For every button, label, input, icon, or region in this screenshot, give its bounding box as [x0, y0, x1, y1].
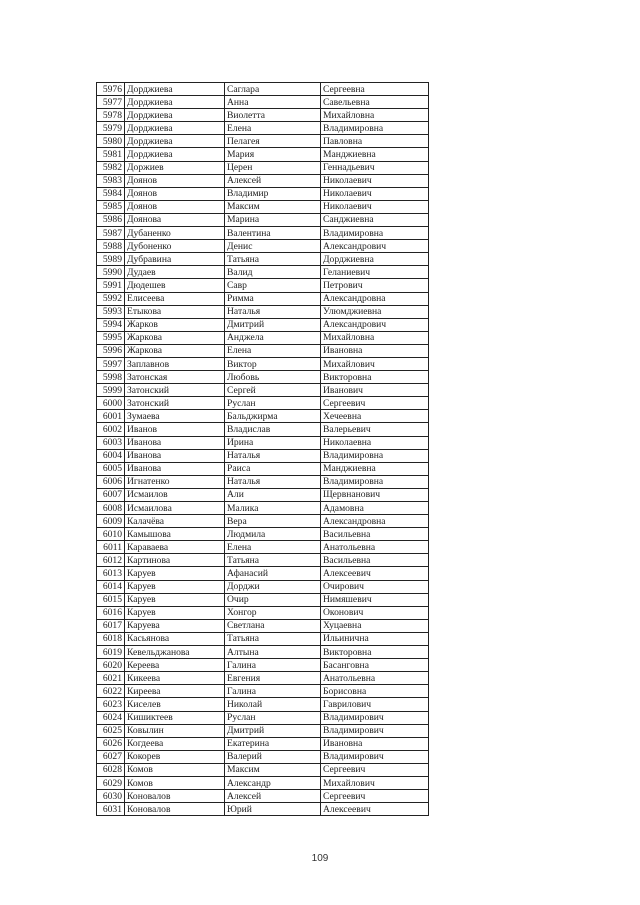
- first-name-cell: Елена: [225, 344, 321, 357]
- first-name-cell: Татьяна: [225, 253, 321, 266]
- last-name-cell: Дорджиева: [125, 96, 225, 109]
- row-number-cell: 6018: [97, 632, 125, 645]
- table-row: [97, 776, 429, 789]
- last-name-cell: Когдеева: [125, 737, 225, 750]
- first-name-cell: Виолетта: [225, 109, 321, 122]
- last-name-cell: Етыкова: [125, 305, 225, 318]
- patronymic-cell: Хечеевна: [321, 410, 429, 423]
- row-number-cell: 6004: [97, 449, 125, 462]
- table-row: [97, 528, 429, 541]
- last-name-cell: Дубаненко: [125, 227, 225, 240]
- row-number-cell: 5999: [97, 384, 125, 397]
- last-name-cell: Дубоненко: [125, 240, 225, 253]
- last-name-cell: Каруева: [125, 619, 225, 632]
- patronymic-cell: Николаевич: [321, 200, 429, 213]
- patronymic-cell: Петрович: [321, 279, 429, 292]
- patronymic-cell: Адамовна: [321, 502, 429, 515]
- patronymic-cell: Александрович: [321, 240, 429, 253]
- last-name-cell: Жаркова: [125, 344, 225, 357]
- last-name-cell: Кереева: [125, 659, 225, 672]
- first-name-cell: Савр: [225, 279, 321, 292]
- table-row: [97, 750, 429, 763]
- table-row: [97, 619, 429, 632]
- last-name-cell: Дюдешев: [125, 279, 225, 292]
- patronymic-cell: Басанговна: [321, 659, 429, 672]
- first-name-cell: Елена: [225, 122, 321, 135]
- patronymic-cell: Михайлович: [321, 357, 429, 370]
- last-name-cell: Коновалов: [125, 790, 225, 803]
- last-name-cell: Затонский: [125, 397, 225, 410]
- patronymic-cell: Улюмджиевна: [321, 305, 429, 318]
- first-name-cell: Дмитрий: [225, 724, 321, 737]
- last-name-cell: Каруев: [125, 606, 225, 619]
- patronymic-cell: Манджиевна: [321, 462, 429, 475]
- row-number-cell: 6011: [97, 541, 125, 554]
- patronymic-cell: Владимирович: [321, 724, 429, 737]
- row-number-cell: 6013: [97, 567, 125, 580]
- table-row: [97, 423, 429, 436]
- row-number-cell: 6000: [97, 397, 125, 410]
- last-name-cell: Кевельджанова: [125, 646, 225, 659]
- patronymic-cell: Михайлович: [321, 776, 429, 789]
- names-table-body: [97, 83, 429, 816]
- row-number-cell: 6027: [97, 750, 125, 763]
- first-name-cell: Владимир: [225, 187, 321, 200]
- first-name-cell: Вера: [225, 515, 321, 528]
- row-number-cell: 6010: [97, 528, 125, 541]
- patronymic-cell: Ивановна: [321, 344, 429, 357]
- row-number-cell: 6029: [97, 776, 125, 789]
- patronymic-cell: Иванович: [321, 384, 429, 397]
- first-name-cell: Алтына: [225, 646, 321, 659]
- patronymic-cell: Манджиевна: [321, 148, 429, 161]
- first-name-cell: Максим: [225, 763, 321, 776]
- table-row: [97, 580, 429, 593]
- first-name-cell: Руслан: [225, 711, 321, 724]
- table-row: [97, 672, 429, 685]
- table-row: [97, 371, 429, 384]
- first-name-cell: Марина: [225, 213, 321, 226]
- table-row: [97, 240, 429, 253]
- row-number-cell: 6012: [97, 554, 125, 567]
- last-name-cell: Кикеева: [125, 672, 225, 685]
- row-number-cell: 5977: [97, 96, 125, 109]
- row-number-cell: 6026: [97, 737, 125, 750]
- row-number-cell: 5988: [97, 240, 125, 253]
- last-name-cell: Каруев: [125, 593, 225, 606]
- row-number-cell: 5980: [97, 135, 125, 148]
- patronymic-cell: Очирович: [321, 580, 429, 593]
- first-name-cell: Любовь: [225, 371, 321, 384]
- first-name-cell: Церен: [225, 161, 321, 174]
- first-name-cell: Афанасий: [225, 567, 321, 580]
- table-row: [97, 122, 429, 135]
- table-row: [97, 83, 429, 96]
- patronymic-cell: Хуцаевна: [321, 619, 429, 632]
- last-name-cell: Киселев: [125, 698, 225, 711]
- last-name-cell: Камышова: [125, 528, 225, 541]
- row-number-cell: 6009: [97, 515, 125, 528]
- row-number-cell: 6023: [97, 698, 125, 711]
- row-number-cell: 5994: [97, 318, 125, 331]
- first-name-cell: Александр: [225, 776, 321, 789]
- patronymic-cell: Сергеевна: [321, 83, 429, 96]
- patronymic-cell: Николаевич: [321, 174, 429, 187]
- table-row: [97, 109, 429, 122]
- patronymic-cell: Васильевна: [321, 554, 429, 567]
- last-name-cell: Доянов: [125, 187, 225, 200]
- row-number-cell: 6017: [97, 619, 125, 632]
- last-name-cell: Доянова: [125, 213, 225, 226]
- patronymic-cell: Сергеевич: [321, 763, 429, 776]
- page-number: 109: [311, 853, 329, 864]
- row-number-cell: 5992: [97, 292, 125, 305]
- first-name-cell: Наталья: [225, 449, 321, 462]
- last-name-cell: Картинова: [125, 554, 225, 567]
- first-name-cell: Очир: [225, 593, 321, 606]
- patronymic-cell: Владимировна: [321, 122, 429, 135]
- table-row: [97, 161, 429, 174]
- row-number-cell: 6028: [97, 763, 125, 776]
- table-row: [97, 331, 429, 344]
- table-row: [97, 502, 429, 515]
- first-name-cell: Юрий: [225, 803, 321, 816]
- patronymic-cell: Викторовна: [321, 371, 429, 384]
- table-row: [97, 803, 429, 816]
- row-number-cell: 6001: [97, 410, 125, 423]
- row-number-cell: 6030: [97, 790, 125, 803]
- patronymic-cell: Владимирович: [321, 750, 429, 763]
- patronymic-cell: Гаврилович: [321, 698, 429, 711]
- last-name-cell: Ковылин: [125, 724, 225, 737]
- last-name-cell: Затонская: [125, 371, 225, 384]
- row-number-cell: 5996: [97, 344, 125, 357]
- last-name-cell: Коновалов: [125, 803, 225, 816]
- patronymic-cell: Владимировна: [321, 449, 429, 462]
- table-row: [97, 711, 429, 724]
- table-row: [97, 646, 429, 659]
- patronymic-cell: Владимирович: [321, 711, 429, 724]
- row-number-cell: 5983: [97, 174, 125, 187]
- table-row: [97, 266, 429, 279]
- table-row: [97, 763, 429, 776]
- table-row: [97, 436, 429, 449]
- table-row: [97, 227, 429, 240]
- patronymic-cell: Сергеевич: [321, 790, 429, 803]
- first-name-cell: Татьяна: [225, 632, 321, 645]
- table-row: [97, 606, 429, 619]
- last-name-cell: Караваева: [125, 541, 225, 554]
- patronymic-cell: Александровна: [321, 292, 429, 305]
- patronymic-cell: Анатольевна: [321, 672, 429, 685]
- table-row: [97, 515, 429, 528]
- table-row: [97, 135, 429, 148]
- row-number-cell: 6024: [97, 711, 125, 724]
- patronymic-cell: Владимировна: [321, 475, 429, 488]
- last-name-cell: Комов: [125, 776, 225, 789]
- row-number-cell: 6020: [97, 659, 125, 672]
- table-row: [97, 541, 429, 554]
- first-name-cell: Галина: [225, 685, 321, 698]
- first-name-cell: Денис: [225, 240, 321, 253]
- first-name-cell: Дорджи: [225, 580, 321, 593]
- patronymic-cell: Борисовна: [321, 685, 429, 698]
- last-name-cell: Дорджиева: [125, 109, 225, 122]
- row-number-cell: 6014: [97, 580, 125, 593]
- last-name-cell: Калачёва: [125, 515, 225, 528]
- first-name-cell: Валид: [225, 266, 321, 279]
- last-name-cell: Елисеева: [125, 292, 225, 305]
- names-table: [96, 82, 429, 816]
- table-row: [97, 344, 429, 357]
- first-name-cell: Валентина: [225, 227, 321, 240]
- patronymic-cell: Александрович: [321, 318, 429, 331]
- row-number-cell: 6006: [97, 475, 125, 488]
- patronymic-cell: Ильиничнa: [321, 632, 429, 645]
- last-name-cell: Игнатенко: [125, 475, 225, 488]
- last-name-cell: Каруев: [125, 580, 225, 593]
- table-row: [97, 292, 429, 305]
- row-number-cell: 5984: [97, 187, 125, 200]
- patronymic-cell: Геннадьевич: [321, 161, 429, 174]
- table-row: [97, 213, 429, 226]
- patronymic-cell: Алексеевич: [321, 567, 429, 580]
- first-name-cell: Руслан: [225, 397, 321, 410]
- last-name-cell: Кокорев: [125, 750, 225, 763]
- first-name-cell: Саглара: [225, 83, 321, 96]
- row-number-cell: 6025: [97, 724, 125, 737]
- patronymic-cell: Михайловна: [321, 331, 429, 344]
- row-number-cell: 5986: [97, 213, 125, 226]
- row-number-cell: 6019: [97, 646, 125, 659]
- first-name-cell: Екатерина: [225, 737, 321, 750]
- table-row: [97, 488, 429, 501]
- table-row: [97, 475, 429, 488]
- first-name-cell: Наталья: [225, 305, 321, 318]
- patronymic-cell: Ивановна: [321, 737, 429, 750]
- table-row: [97, 790, 429, 803]
- first-name-cell: Римма: [225, 292, 321, 305]
- first-name-cell: Галина: [225, 659, 321, 672]
- row-number-cell: 5978: [97, 109, 125, 122]
- table-row: [97, 357, 429, 370]
- row-number-cell: 6005: [97, 462, 125, 475]
- row-number-cell: 6022: [97, 685, 125, 698]
- last-name-cell: Иванов: [125, 423, 225, 436]
- patronymic-cell: Николаевич: [321, 187, 429, 200]
- patronymic-cell: Дорджиевна: [321, 253, 429, 266]
- row-number-cell: 5995: [97, 331, 125, 344]
- row-number-cell: 5998: [97, 371, 125, 384]
- row-number-cell: 5989: [97, 253, 125, 266]
- first-name-cell: Анна: [225, 96, 321, 109]
- row-number-cell: 6007: [97, 488, 125, 501]
- row-number-cell: 6008: [97, 502, 125, 515]
- last-name-cell: Дубравина: [125, 253, 225, 266]
- row-number-cell: 6003: [97, 436, 125, 449]
- last-name-cell: Дорджиева: [125, 122, 225, 135]
- last-name-cell: Доржиев: [125, 161, 225, 174]
- first-name-cell: Елена: [225, 541, 321, 554]
- last-name-cell: Кишиктеев: [125, 711, 225, 724]
- first-name-cell: Татьяна: [225, 554, 321, 567]
- patronymic-cell: Геланиевич: [321, 266, 429, 279]
- last-name-cell: Доянов: [125, 174, 225, 187]
- first-name-cell: Мария: [225, 148, 321, 161]
- table-row: [97, 384, 429, 397]
- table-row: [97, 410, 429, 423]
- last-name-cell: Иванова: [125, 436, 225, 449]
- patronymic-cell: Валерьевич: [321, 423, 429, 436]
- first-name-cell: Пелагея: [225, 135, 321, 148]
- row-number-cell: 5997: [97, 357, 125, 370]
- last-name-cell: Дудаев: [125, 266, 225, 279]
- last-name-cell: Дорджиева: [125, 83, 225, 96]
- table-row: [97, 593, 429, 606]
- first-name-cell: Владислав: [225, 423, 321, 436]
- table-row: [97, 554, 429, 567]
- names-table-container: [96, 82, 428, 816]
- table-row: [97, 305, 429, 318]
- patronymic-cell: Васильевна: [321, 528, 429, 541]
- last-name-cell: Исмаилов: [125, 488, 225, 501]
- patronymic-cell: Викторовна: [321, 646, 429, 659]
- last-name-cell: Зумаева: [125, 410, 225, 423]
- row-number-cell: 5985: [97, 200, 125, 213]
- row-number-cell: 5990: [97, 266, 125, 279]
- first-name-cell: Малика: [225, 502, 321, 515]
- patronymic-cell: Михайловна: [321, 109, 429, 122]
- table-row: [97, 200, 429, 213]
- patronymic-cell: Алексеевич: [321, 803, 429, 816]
- last-name-cell: Каруев: [125, 567, 225, 580]
- first-name-cell: Бальджирма: [225, 410, 321, 423]
- row-number-cell: 5987: [97, 227, 125, 240]
- row-number-cell: 5979: [97, 122, 125, 135]
- last-name-cell: Дорджиева: [125, 148, 225, 161]
- patronymic-cell: Щервнанович: [321, 488, 429, 501]
- last-name-cell: Комов: [125, 763, 225, 776]
- row-number-cell: 5981: [97, 148, 125, 161]
- patronymic-cell: Оконович: [321, 606, 429, 619]
- table-row: [97, 659, 429, 672]
- row-number-cell: 5991: [97, 279, 125, 292]
- first-name-cell: Раиса: [225, 462, 321, 475]
- table-row: [97, 632, 429, 645]
- patronymic-cell: Савельевна: [321, 96, 429, 109]
- first-name-cell: Валерий: [225, 750, 321, 763]
- table-row: [97, 253, 429, 266]
- table-row: [97, 724, 429, 737]
- patronymic-cell: Сергеевич: [321, 397, 429, 410]
- table-row: [97, 462, 429, 475]
- table-row: [97, 318, 429, 331]
- first-name-cell: Наталья: [225, 475, 321, 488]
- last-name-cell: Жаркова: [125, 331, 225, 344]
- last-name-cell: Дорджиева: [125, 135, 225, 148]
- table-row: [97, 96, 429, 109]
- table-row: [97, 174, 429, 187]
- table-row: [97, 737, 429, 750]
- row-number-cell: 5982: [97, 161, 125, 174]
- first-name-cell: Анджела: [225, 331, 321, 344]
- row-number-cell: 6015: [97, 593, 125, 606]
- last-name-cell: Иванова: [125, 462, 225, 475]
- first-name-cell: Светлана: [225, 619, 321, 632]
- first-name-cell: Людмила: [225, 528, 321, 541]
- last-name-cell: Жарков: [125, 318, 225, 331]
- first-name-cell: Хонгор: [225, 606, 321, 619]
- first-name-cell: Алексей: [225, 174, 321, 187]
- first-name-cell: Али: [225, 488, 321, 501]
- last-name-cell: Затонский: [125, 384, 225, 397]
- first-name-cell: Максим: [225, 200, 321, 213]
- last-name-cell: Доянов: [125, 200, 225, 213]
- patronymic-cell: Владимировна: [321, 227, 429, 240]
- last-name-cell: Киреева: [125, 685, 225, 698]
- row-number-cell: 5976: [97, 83, 125, 96]
- table-row: [97, 698, 429, 711]
- first-name-cell: Алексей: [225, 790, 321, 803]
- first-name-cell: Сергей: [225, 384, 321, 397]
- patronymic-cell: Николаевна: [321, 436, 429, 449]
- last-name-cell: Иванова: [125, 449, 225, 462]
- last-name-cell: Касьянова: [125, 632, 225, 645]
- table-row: [97, 685, 429, 698]
- table-row: [97, 187, 429, 200]
- table-row: [97, 449, 429, 462]
- row-number-cell: 6016: [97, 606, 125, 619]
- patronymic-cell: Нимяшевич: [321, 593, 429, 606]
- patronymic-cell: Александровна: [321, 515, 429, 528]
- row-number-cell: 5993: [97, 305, 125, 318]
- row-number-cell: 6021: [97, 672, 125, 685]
- last-name-cell: Исмаилова: [125, 502, 225, 515]
- table-row: [97, 397, 429, 410]
- row-number-cell: 6031: [97, 803, 125, 816]
- first-name-cell: Дмитрий: [225, 318, 321, 331]
- table-row: [97, 279, 429, 292]
- table-row: [97, 148, 429, 161]
- first-name-cell: Евгения: [225, 672, 321, 685]
- row-number-cell: 6002: [97, 423, 125, 436]
- patronymic-cell: Санджиевна: [321, 213, 429, 226]
- patronymic-cell: Анатольевна: [321, 541, 429, 554]
- first-name-cell: Николай: [225, 698, 321, 711]
- last-name-cell: Заплавнов: [125, 357, 225, 370]
- patronymic-cell: Павловна: [321, 135, 429, 148]
- first-name-cell: Виктор: [225, 357, 321, 370]
- table-row: [97, 567, 429, 580]
- first-name-cell: Ирина: [225, 436, 321, 449]
